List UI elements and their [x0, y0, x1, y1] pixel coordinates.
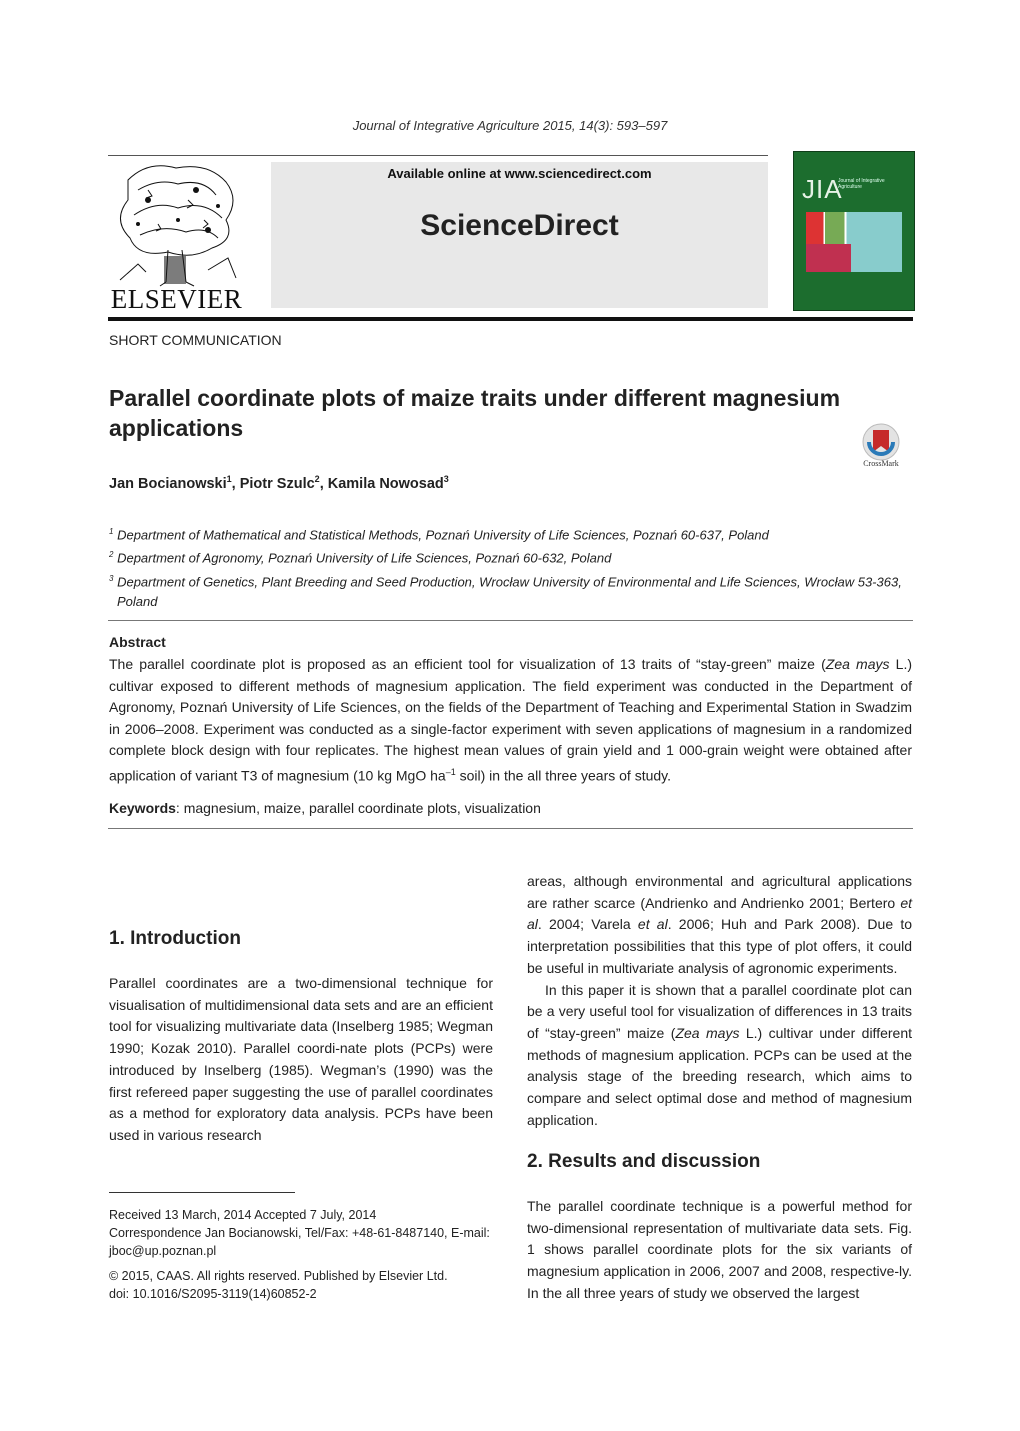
abstract-heading: Abstract	[109, 634, 166, 650]
intro-paragraph: Parallel coordinates are a two-dimensional technique for visualisation of multidimensional data sets and are an efficient tool for visualizing multivariate data (Inselberg 1985; Wegman 1990; Kozak 2010). Parallel coordi-nate plots (PCPs) were introduced by Inselberg (1985). Wegman’s (1990) was the first refereed paper suggesting the use of parallel coordinates as a method for exploratory data analysis. PCPs have been used in various research	[109, 975, 493, 1143]
author-name[interactable]: Piotr Szulc	[239, 475, 315, 492]
intro-heading: 1. Introduction	[109, 928, 241, 949]
affiliation-item: $^3$ Department of Genetics, Plant Breeding and Seed Production, Wrocław University of Environmental and Life Sciences, Wrocław 53-363, Poland	[109, 573, 902, 609]
paragraph: areas, although environmental and agricultural applications are rather scarce (Andrienko and Andrienko 2001; Bertero et al. 2004; Varela et al. 2006; Huh and Park 2008). Due to interpretation possibilities that this type of plot offers, it could be useful in multivariate analysis of agronomic experiments.	[527, 873, 912, 976]
crossmark-label: CrossMark	[863, 459, 899, 468]
abstract-body: The parallel coordinate plot is proposed as an efficient tool for visualization of 13 traits of “stay-green” maize (Zea mays L.) cultivar exposed to different methods of magnesium application. The field experiment was conducted in the Department of Agronomy, Poznań University of Life Sciences, on the fields of the Department of Teaching and Experimental Station in Swadzim in 2006–2008. Experiment was conducted as a single-factor experiment with seven applications of magnesium in a randomized complete block design with four replicates. The highest mean values of grain yield and 1 000-grain weight were obtained after application of variant T3 of magnesium (10 kg MgO $ha^{-1}$ soil) in the all three years of study.	[109, 656, 912, 784]
article-type: SHORT COMMUNICATION	[109, 332, 282, 348]
author-name[interactable]: Kamila Nowosad	[327, 475, 444, 492]
keywords-label: Keywords	[109, 800, 176, 816]
abstract-bottom-rule	[108, 828, 913, 829]
results-paragraph: The parallel coordinate technique is a powerful method for two-dimensional representation of multivariate data sets. Fig. 1 shows parallel coordinate plots for the six variants of magnesium application in 2006, 2007 and 2008, respective-ly. In the all three years of study we observed the largest	[527, 1198, 912, 1301]
cover-title: Journal of Integrative Agriculture	[838, 178, 885, 190]
affiliation-item: $^2$ Department of Agronomy, Poznań University of Life Sciences, Poznań 60-632, Poland	[109, 550, 612, 566]
affiliation-item: $^1$ Department of Mathematical and Statistical Methods, Poznań University of Life Sciences, Poznań 60-637, Poland	[109, 527, 769, 543]
footnote-rule	[109, 1192, 295, 1193]
cover-photo-inset	[806, 244, 851, 272]
article-title: Parallel coordinate plots of maize traits under different magnesium applications	[109, 385, 841, 441]
author-affiliation-marker: 3	[443, 474, 449, 484]
doi[interactable]: doi: 10.1016/S2095-3119(14)60852-2	[109, 1287, 317, 1301]
author-list: Jan Bocianowski$^1$, Piotr Szulc$^2$, Kamila Nowosad$^3$	[109, 474, 449, 492]
header-thick-rule	[108, 317, 913, 321]
received-dates: Received 13 March, 2014 Accepted 7 July, 2014	[109, 1208, 377, 1222]
cover-acronym: JIA	[802, 174, 843, 204]
copyright: © 2015, CAAS. All rights reserved. Published by Elsevier Ltd.	[109, 1269, 448, 1283]
abstract-top-rule	[108, 620, 913, 621]
author-affiliation-marker: 2	[314, 474, 320, 484]
available-online-text: Available online at www.sciencedirect.com	[387, 166, 652, 181]
header-rule	[108, 155, 768, 156]
sciencedirect-banner[interactable]	[271, 162, 768, 308]
correspondence: Correspondence Jan Bocianowski, Tel/Fax: +48-61-8487140, E-mail: jboc@up.poznan.pl	[109, 1226, 490, 1258]
affiliations	[109, 522, 914, 612]
elsevier-wordmark: ELSEVIER	[110, 284, 243, 314]
sciencedirect-title: ScienceDirect	[420, 209, 619, 242]
results-heading: 2. Results and discussion	[527, 1151, 761, 1172]
author-affiliation-marker: 1	[226, 474, 232, 484]
paragraph: In this paper it is shown that a parallel coordinate plot can be a very useful tool for visualization of differences in 13 traits of “stay-green” maize (Zea mays L.) cultivar under different methods of magnesium application. PCPs can be used at the analysis stage of the breeding research, which aims to compare and select optimal dose and method of magnesium application.	[527, 981, 912, 1128]
right-column-text	[527, 871, 912, 1131]
keywords	[109, 800, 541, 816]
keywords-list: : magnesium, maize, parallel coordinate plots, visualization	[175, 800, 541, 816]
journal-cover-thumbnail[interactable]	[793, 151, 915, 311]
journal-citation: Journal of Integrative Agriculture 2015, 14(3): 593–597	[352, 118, 668, 133]
author-name[interactable]: Jan Bocianowski	[109, 475, 227, 492]
